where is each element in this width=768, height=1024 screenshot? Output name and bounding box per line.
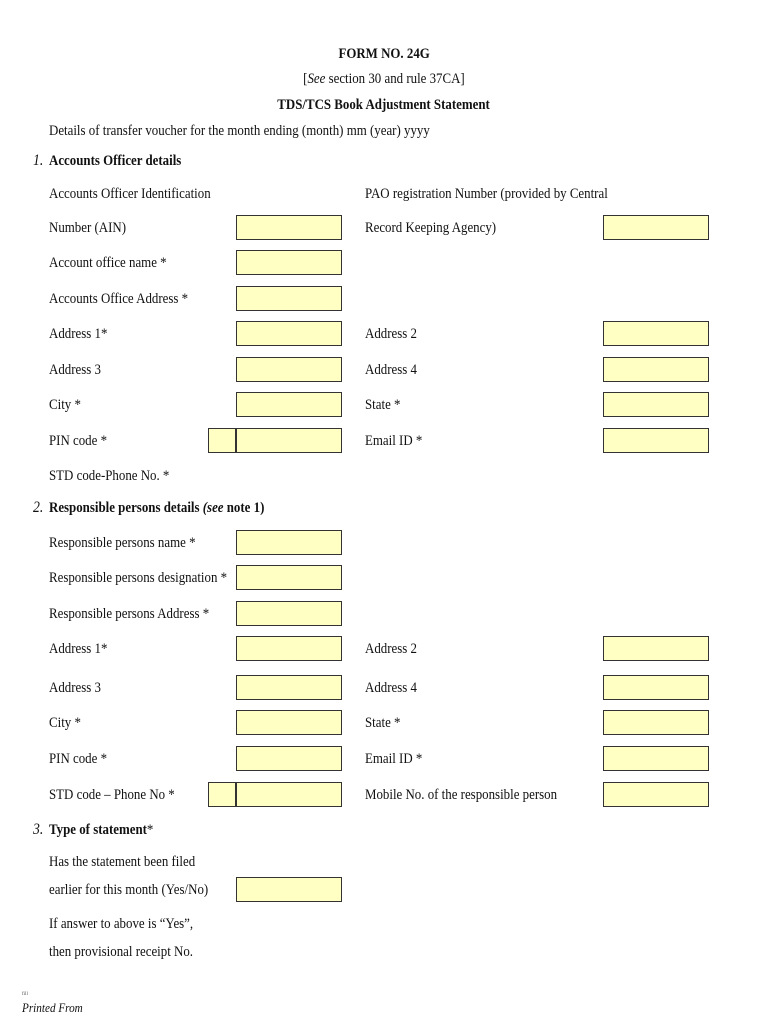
section-3-number: 3. [33,821,44,838]
voucher-details: Details of transfer voucher for the month ending (month) mm (year) yyyy [49,123,430,139]
section-2-title: Responsible persons details (see note 1) [49,500,265,516]
ao-address3-field[interactable] [236,357,342,382]
ao-address2-label: Address 2 [365,326,417,342]
rp-address1-label: Address 1* [49,641,108,657]
ao-address2-field[interactable] [603,321,709,346]
rp-phone-field[interactable] [236,782,342,807]
section-3-title: Type of statement* [49,822,154,838]
office-name-field[interactable] [236,250,342,275]
rp-address3-label: Address 3 [49,680,101,696]
ao-pin-field[interactable] [236,428,342,453]
pao-registration-field[interactable] [603,215,709,240]
rp-mobile-label: Mobile No. of the responsible person [365,787,558,803]
rp-designation-label: Responsible persons designation * [49,570,228,586]
rp-designation-field[interactable] [236,565,342,590]
form-title: TDS/TCS Book Adjustment Statement [277,97,491,113]
rp-std-phone-label: STD code – Phone No * [49,787,175,803]
office-address-label: Accounts Office Address * [49,291,189,307]
rp-name-label: Responsible persons name * [49,535,196,551]
rp-address1-field[interactable] [236,636,342,661]
ao-address3-label: Address 3 [49,362,101,378]
rp-state-field[interactable] [603,710,709,735]
ao-state-field[interactable] [603,392,709,417]
ao-std-phone-label: STD code-Phone No. * [49,468,170,484]
ao-address1-label: Address 1* [49,326,108,342]
rp-mobile-field[interactable] [603,782,709,807]
rp-std-code-field[interactable] [208,782,236,807]
ao-address4-label: Address 4 [365,362,417,378]
filed-earlier-label-line2: earlier for this month (Yes/No) [49,882,209,898]
rp-state-label: State * [365,715,401,731]
ain-field[interactable] [236,215,342,240]
ao-city-field[interactable] [236,392,342,417]
rp-email-field[interactable] [603,746,709,771]
provisional-receipt-label-line1: If answer to above is “Yes”, [49,916,194,932]
ao-pin-label: PIN code * [49,433,108,449]
ain-label-line2: Number (AIN) [49,220,127,236]
office-name-label: Account office name * [49,255,167,271]
ao-state-label: State * [365,397,401,413]
ain-label-line1: Accounts Officer Identification [49,186,211,202]
ao-email-label: Email ID * [365,433,423,449]
section-1-title: Accounts Officer details [49,153,182,169]
form-reference: [See section 30 and rule 37CA] [303,71,465,87]
rp-pin-field[interactable] [236,746,342,771]
section-1-number: 1. [33,152,44,169]
filed-earlier-label-line1: Has the statement been filed [49,854,196,870]
rp-address4-field[interactable] [603,675,709,700]
rp-address-field[interactable] [236,601,342,626]
ao-city-label: City * [49,397,81,413]
rp-address2-label: Address 2 [365,641,417,657]
rp-address-label: Responsible persons Address * [49,606,210,622]
form-number: FORM NO. 24G [338,46,430,62]
office-address-field[interactable] [236,286,342,311]
printed-from-footer: Printed From [22,1000,83,1015]
provisional-receipt-label-line2: then provisional receipt No. [49,944,194,960]
rp-email-label: Email ID * [365,751,423,767]
footer-tiny-mark: fill [22,992,28,997]
ao-pin-prefix-field[interactable] [208,428,236,453]
pao-label-line2: Record Keeping Agency) [365,220,497,236]
rp-pin-label: PIN code * [49,751,108,767]
rp-address3-field[interactable] [236,675,342,700]
rp-city-field[interactable] [236,710,342,735]
section-2-number: 2. [33,499,44,516]
rp-name-field[interactable] [236,530,342,555]
ao-email-field[interactable] [603,428,709,453]
ao-address1-field[interactable] [236,321,342,346]
pao-label-line1: PAO registration Number (provided by Central [365,186,608,202]
rp-city-label: City * [49,715,81,731]
filed-earlier-field[interactable] [236,877,342,902]
rp-address4-label: Address 4 [365,680,417,696]
rp-address2-field[interactable] [603,636,709,661]
ao-address4-field[interactable] [603,357,709,382]
